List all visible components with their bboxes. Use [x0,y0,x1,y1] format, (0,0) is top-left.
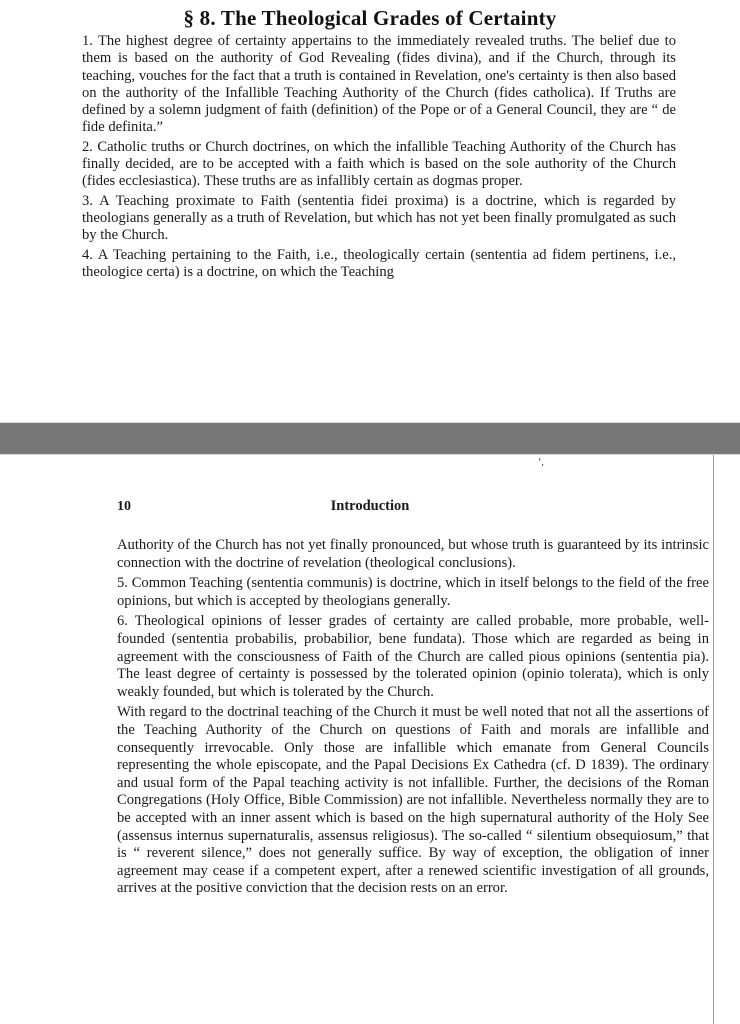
section-title: § 8. The Theological Grades of Certainty [183,6,557,30]
lower-page [0,455,740,1024]
paragraph-doctrinal-teaching-note: With regard to the doctrinal teaching of the Church it must be well noted that not all the assertions of the Teaching Authority of the Church on questions of Faith and morals are infallible and consequently irrevocable. Only those are infallible which emanate from General Councils representing the whole episcopate, and the Papal Decisions Ex Cathedra (cf. D 1839). The ordinary and usual form of the Papal teaching activity is not infallible. Further, the decisions of the Roman Congregations (Holy Office, Bible Commission) are not infallible. Nevertheless normally they are to be accepted with an inner assent which is based on the high supernatural authority of the Holy See (assensus internus supernaturalis, assensus religiosus). The so-called “ silentium obsequiosum,” that is “ reverent silence,” does not generally suffice. By way of exception, the obligation of inner agreement may cease if a competent expert, after a renewed scientific investigation of all grounds, arrives at the positive conviction that the decision rests on an error. [117,704,709,897]
paragraph-grade-3: 3. A Teaching proximate to Faith (sententia fidei proxima) is a doctrine, which is regarded by theologians generally as a truth of Revelation, but which has not yet been finally promulgated as such by the Church. [82,192,676,244]
paragraph-grade-1: 1. The highest degree of certainty appertains to the immediately revealed truths. The belief due to them is based on the authority of God Revealing (fides divina), and if the Church, through its teaching, vouches for the fact that a truth is contained in Revelation, one's certainty is then also based on the authority of the Infallible Teaching Authority of the Church (fides catholica). If Truths are defined by a solemn judgment of faith (definition) of the Pope or of a General Council, they are “ de fide definita.” [82,33,676,136]
page-number: 10 [117,499,131,514]
page-separator-band [0,422,740,455]
running-head: Introduction [330,498,410,514]
paragraph-grade-6: 6. Theological opinions of lesser grades of certainty are called probable, more probable, well-founded (sententia probabilis, probabilior, bene fundata). Those which are regarded as being in agreement with the consciousness of Faith of the Church are called pious opinions (sententia pia). The least degree of certainty is possessed by the tolerated opinion (opinio tolerata), which is only weakly founded, but which is tolerated by the Church. [117,613,709,700]
page-edge-line [713,455,714,1024]
paragraph-grade-5: 5. Common Teaching (sententia communis) is doctrine, which in itself belongs to the field of the free opinions, but which is accepted by theologians generally. [117,575,709,609]
upper-page-body [82,33,676,283]
scan-artifact-mark: ʻ, [538,457,544,468]
paragraph-grade-2: 2. Catholic truths or Church doctrines, on which the infallible Teaching Authority of the Church has finally decided, are to be accepted with a faith which is based on the sole authority of the Church (fides ecclesiastica). These truths are as infallibly certain as dogmas proper. [82,138,676,190]
upper-page [0,0,740,422]
lower-page-body [117,537,709,901]
paragraph-grade-4-continued: Authority of the Church has not yet finally pronounced, but whose truth is guaranteed by its intrinsic connection with the doctrine of revelation (theological conclusions). [117,537,709,571]
paragraph-grade-4: 4. A Teaching pertaining to the Faith, i.e., theologically certain (sententia ad fidem pertinens, i.e., theologice certa) is a doctrine, on which the Teaching [82,246,676,280]
